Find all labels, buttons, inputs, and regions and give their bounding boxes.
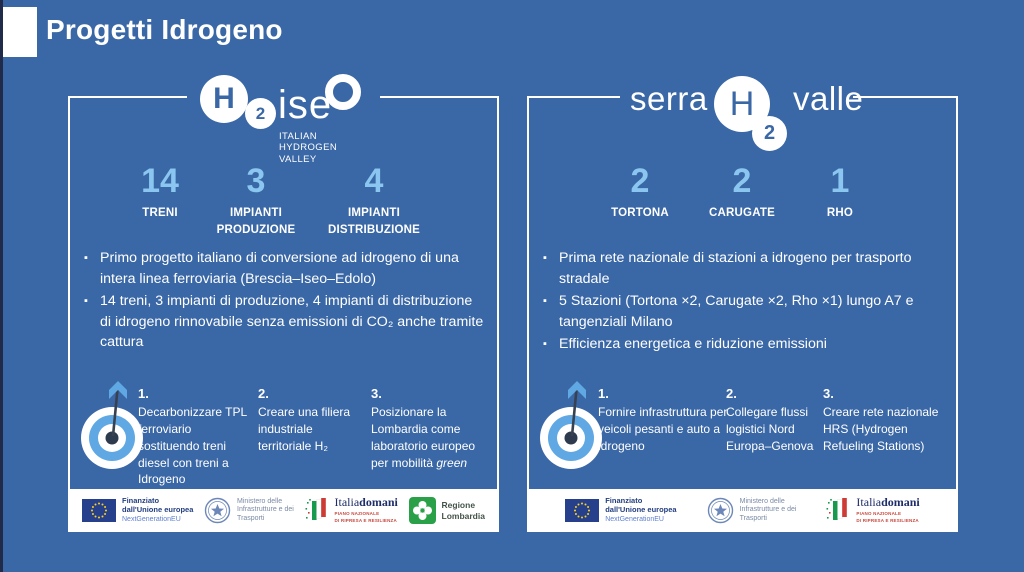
stat-label: IMPIANTI DISTRIBUZIONE: [327, 207, 421, 237]
eu-funding-label: Finanziato: [605, 496, 643, 506]
eu-flag-icon: [82, 499, 116, 522]
footer-logo-strip: [529, 489, 956, 532]
goal-column-2: [726, 385, 826, 455]
goal-text-italic: green: [436, 455, 468, 470]
hydrogen-2-circle: 2: [245, 98, 276, 129]
goal-number: 2.: [258, 386, 269, 401]
bullet-item: ▪ 5 Stazioni (Tortona ×2, Carugate ×2, Rho ×1) lungo A7 e tangenziali Milano: [543, 291, 945, 332]
hydrogen-2-circle: 2: [752, 116, 787, 151]
eu-flag-icon: [565, 499, 599, 522]
italiadomani-label: Italiadomani: [334, 495, 398, 510]
valle-text: valle: [793, 80, 864, 117]
ministero-label: Ministero delle: [237, 498, 283, 506]
stat-value: 2: [630, 162, 650, 200]
stat-value: 2: [732, 162, 752, 200]
stat-column-impianti-distribuzione: [307, 164, 441, 240]
goal-number: 3.: [823, 386, 834, 401]
lombardia-label: Regione: [441, 500, 476, 511]
goal-text: Posizionare la Lombardia come laboratorio europeo per mobilità: [371, 405, 476, 470]
goal-column-3: [823, 385, 949, 455]
goal-column-3: [371, 385, 481, 471]
goal-column-1: [598, 385, 732, 455]
stat-column-rho: [772, 164, 908, 222]
o-ring-icon: [325, 74, 361, 110]
left-edge-bar: [0, 0, 3, 572]
italiadomani-flag-icon: [305, 497, 329, 524]
lombardia-label: Lombardia: [441, 510, 485, 521]
nextgeneu-label: NextGenerationEU: [122, 515, 181, 523]
corner-square: [3, 7, 37, 57]
stat-label: TRENI: [142, 207, 178, 219]
goal-column-2: [258, 385, 360, 455]
goal-text: Creare rete nazionale HRS (Hydrogen Refueling Stations): [823, 405, 939, 453]
italiadomani-label: Italiadomani: [856, 495, 920, 510]
ministero-label: Trasporti: [739, 514, 767, 522]
ministero-emblem-icon: [204, 497, 231, 524]
stat-value: 1: [830, 162, 850, 200]
bullet-item: ▪ Primo progetto italiano di conversione ad idrogeno di una intera linea ferroviaria (Brescia–Iseo–Edolo): [84, 248, 486, 289]
panel-border-top-left-segment: [527, 96, 620, 98]
stat-label: RHO: [826, 207, 854, 219]
stat-value: 4: [364, 162, 384, 200]
stat-label: TORTONA: [611, 207, 669, 219]
panel-border-right: [497, 96, 499, 532]
stat-label: CARUGATE: [709, 207, 775, 219]
italiadomani-sublabel: PIANO NAZIONALE: [856, 511, 902, 517]
footer-logo-strip: [70, 489, 497, 532]
goal-column-1: [138, 385, 248, 488]
hydrogen-h-circle: H: [714, 76, 770, 132]
panel-border-right: [956, 96, 958, 532]
stat-column-impianti-produzione: [189, 164, 323, 240]
bullet-item: ▪ 14 treni, 3 impianti di produzione, 4 impianti di distribuzione di idrogeno rinnovabile senza emissioni di CO₂ anche tramite cattura: [84, 291, 486, 353]
iseo-text: ise: [278, 83, 333, 127]
h2iseo-logo: [197, 72, 377, 164]
goal-text: Collegare flussi logistici Nord Europa–Genova: [726, 405, 814, 453]
regione-lombardia-logo: [409, 497, 485, 524]
bullet-item: ▪ Prima rete nazionale di stazioni a idrogeno per trasporto stradale: [543, 248, 945, 289]
bullet-list: [84, 248, 486, 355]
page-title: Progetti Idrogeno: [46, 14, 283, 45]
stat-value: 14: [141, 162, 179, 200]
eu-funding-logo: [82, 497, 193, 523]
goal-number: 3.: [371, 386, 382, 401]
eu-funding-label: dall'Unione europea: [122, 504, 194, 514]
stat-label: IMPIANTI PRODUZIONE: [216, 207, 296, 237]
panel-border-top-right-segment: [380, 96, 499, 98]
lombardia-rosa-camuna-icon: [409, 497, 436, 524]
italiadomani-sublabel: DI RIPRESA E RESILIENZA: [856, 518, 919, 524]
ministero-label: Ministero delle: [739, 498, 785, 506]
ministero-label: Infrastrutture e dei: [237, 506, 294, 514]
nextgeneu-label: NextGenerationEU: [605, 515, 664, 523]
goal-text: Decarbonizzare TPL ferroviario sostituendo treni diesel con treni a Idrogeno: [138, 405, 247, 487]
goal-text: Creare una filiera industriale territoriale H₂: [258, 405, 351, 453]
bullet-item: ▪ Efficienza energetica e riduzione emissioni: [543, 334, 945, 355]
ministero-emblem-icon: [707, 497, 734, 524]
ministero-logo: [707, 497, 797, 524]
panel-border-left: [68, 96, 70, 532]
hydrogen-h-circle: H: [200, 75, 248, 123]
ministero-logo: [204, 497, 294, 524]
eu-funding-label: Finanziato: [122, 496, 160, 506]
panel-border-top-left-segment: [68, 96, 187, 98]
stat-value: 3: [246, 162, 266, 200]
goal-number: 2.: [726, 386, 737, 401]
italiadomani-flag-icon: [826, 497, 850, 524]
eu-funding-label: dall'Unione europea: [605, 504, 677, 514]
goal-number: 1.: [598, 386, 609, 401]
serra-text: serra: [630, 80, 708, 117]
ministero-label: Infrastrutture e dei: [739, 506, 797, 514]
italiadomani-sublabel: DI RIPRESA E RESILIENZA: [334, 518, 397, 524]
italiadomani-sublabel: PIANO NAZIONALE: [334, 511, 380, 517]
target-icon: [535, 379, 607, 471]
bullet-list: [543, 248, 945, 357]
eu-funding-logo: [565, 497, 676, 523]
italiadomani-logo: [826, 496, 919, 524]
goal-number: 1.: [138, 386, 149, 401]
serravalle-logo: [630, 70, 880, 165]
logo-tagline: ITALIAN HYDROGEN VALLEY: [279, 131, 338, 165]
ministero-label: Trasporti: [237, 514, 265, 522]
goal-text: Fornire infrastruttura per veicoli pesanti e auto a idrogeno: [598, 405, 728, 453]
italiadomani-logo: [305, 496, 398, 524]
panel-border-left: [527, 96, 529, 532]
